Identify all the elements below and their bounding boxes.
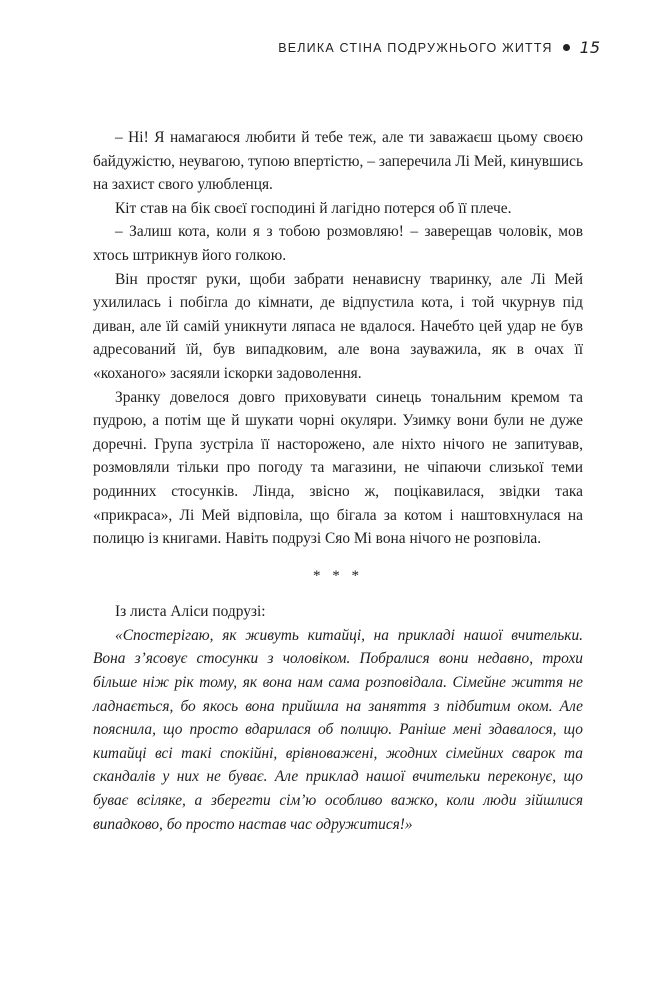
bullet-dot-icon <box>563 44 570 51</box>
running-head <box>278 38 600 57</box>
paragraph: Він простяг руки, щоби забрати ненависну тваринку, але Лі Мей ухилилась і побігла до кімнати, де відпустила кота, і той чкурнув під диван, але їй самій уникнути ляпаса не вдалося. Начебто цей удар не був адресований їй, був випадковим, але вона зауважила, як в очах її «коханого» засяяли іскорки задоволення. <box>93 270 583 382</box>
paragraph: – Залиш кота, коли я з тобою розмовляю! – заверещав чоловік, мов хтось штрикнув його голкою. <box>93 223 583 264</box>
paragraph: Кіт став на бік своєї господині й лагідно потерся об її плече. <box>115 199 512 217</box>
page-number: 15 <box>579 38 600 57</box>
letter-quote: «Спостерігаю, як живуть китайці, на прикладі нашої вчительки. Вона з’ясовує стосунки з чоловіком. Побралися вони недавно, трохи більше ніж рік тому, як вона нам сама розповідала. Сімейне життя не ладнається, бо якось вона прийшла на заняття з підбитим оком. Але пояснила, що просто вдарилася об полицю. Раніше мені здавалося, що китайці всі такі спокійні, врівноважені, жодних сімейних сварок та скандалів у них не буває. Але приклад нашої вчительки переконує, що буває всіляке, а зберегти сім’ю особливо важко, коли люди зійшлися випадково, бо просто настав час одружитися!» <box>93 626 583 833</box>
paragraph: Зранку довелося довго приховувати синець тональним кремом та пудрою, а потім ще й шукати чорні окуляри. Узимку вони були не дуже доречні. Група зустріла її насторожено, але ніхто нічого не запитував, розмовляли тільки про погоду та магазини, не чіпаючи слизької теми родинних стосунків. Лінда, звісно ж, поцікавилася, звідки така «прикраса», Лі Мей відповіла, що бігала за котом і наштовхнулася на полицю із книгами. Навіть подрузі Сяо Мі вона нічого не розповіла. <box>93 388 583 548</box>
letter-intro: Із листа Аліси подрузі: <box>115 603 266 621</box>
paragraph: – Ні! Я намагаюся любити й тебе теж, але ти заважаєш цьому своєю байдужістю, неувагою, тупою впертістю, – заперечила Лі Мей, кинувшись на захист свого улюбленця. <box>93 129 583 194</box>
body-text <box>93 126 583 836</box>
running-title: ВЕЛИКА СТІНА ПОДРУЖНЬОГО ЖИТТЯ <box>278 40 553 55</box>
section-separator: * * * <box>313 567 363 584</box>
